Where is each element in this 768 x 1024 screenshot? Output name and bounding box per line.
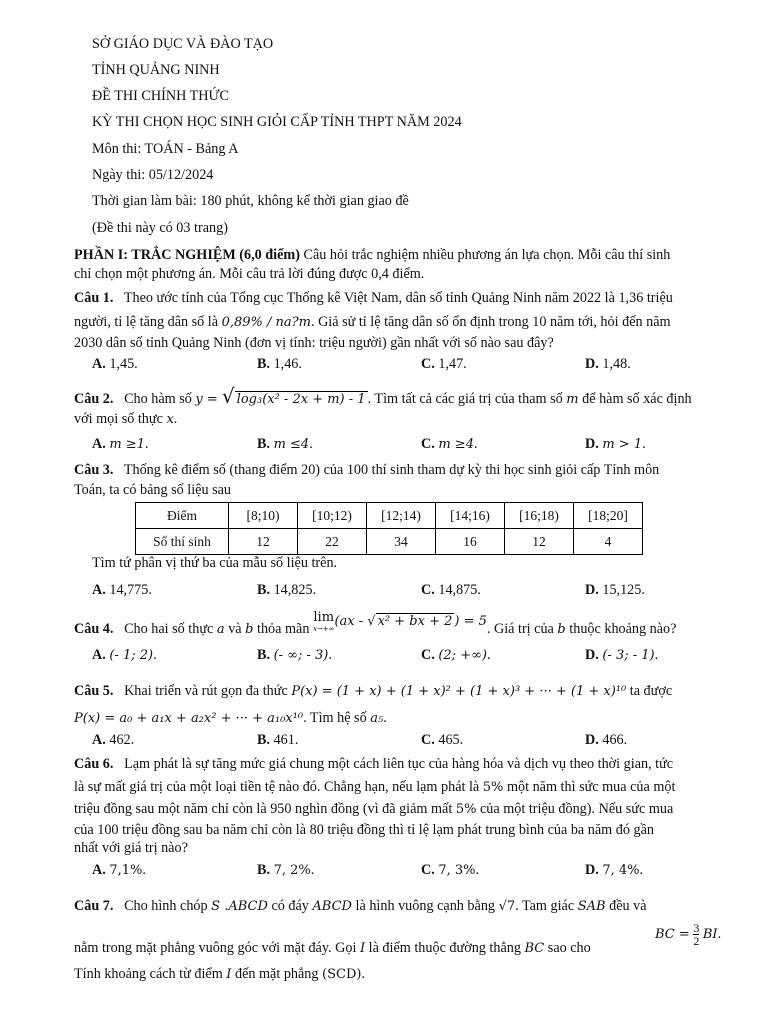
q4-line-1: Câu 4. Cho hai số thực a và b thỏa mãn lim x→+∞ (ax - √ x² + bx + 2 ) = 5. Giá trị của b thuộc khoảng nào? xyxy=(74,610,677,637)
q2-parameter: m xyxy=(566,392,579,407)
q1-label: Câu 1. xyxy=(74,290,114,306)
q5-option-d: D. 466. xyxy=(585,732,628,748)
q6-option-b: B. 7, 2%. xyxy=(257,862,315,878)
q4-option-b: B. (- ∞; - 3). xyxy=(257,647,332,663)
q1-option-c: C. 1,47. xyxy=(421,356,467,372)
exam-date: Ngày thi: 05/12/2024 xyxy=(92,167,214,183)
province-name: TỈNH QUẢNG NINH xyxy=(92,62,220,78)
q3-line-1: Câu 3. Thống kê điểm số (thang điểm 20) của 100 thí sinh tham dự kỳ thi học sinh giỏi cấp Tỉnh môn xyxy=(74,462,660,478)
part-1-intro-text-b: chỉ chọn một phương án. Mỗi câu trả lời đúng được 0,4 điểm. xyxy=(74,266,425,282)
q3-line-2: Toán, ta có bảng số liệu sau xyxy=(74,482,231,498)
q1-growth-rate: 0,89% / na?m xyxy=(221,315,311,330)
q2-label: Câu 2. xyxy=(74,391,114,407)
q5-option-c: C. 465. xyxy=(421,732,464,748)
q5-expansion: P(x) = a₀ + a₁x + a₂x² + ··· + a₁₀x¹⁰ xyxy=(74,711,304,726)
table-header-row: Điểm [8;10) [10;12) [12;14) [14;16) [16;18) [18;20] xyxy=(136,503,643,529)
q2-line-1: Câu 2. Cho hàm số y = √ log₃(x² - 2x + m) - 1 . Tìm tất cả các giá trị của tham số m để hàm số xác định xyxy=(74,384,692,408)
q5-option-b: B. 461. xyxy=(257,732,299,748)
table-row: Số thí sinh 12 22 34 16 12 4 xyxy=(136,529,643,555)
q6-option-c: C. 7, 3%. xyxy=(421,862,480,878)
q3-option-b: B. 14,825. xyxy=(257,582,317,598)
q3-option-c: C. 14,875. xyxy=(421,582,481,598)
q6-line-4: của 100 triệu đồng sau ba năm chỉ còn là 80 triệu đồng thì tỉ lệ lạm phát trung bình của ba năm đó gần xyxy=(74,822,654,838)
part-1-intro xyxy=(74,246,734,284)
q1-option-b: B. 1,46. xyxy=(257,356,302,372)
q2-option-c: C. m ≥4. xyxy=(421,436,478,452)
q7-line-2: nằm trong mặt phẳng vuông góc với mặt đáy. Gọi I là điểm thuộc đường thẳng BC sao cho xyxy=(74,940,591,956)
q4-option-c: C. (2; +∞). xyxy=(421,647,491,663)
q5-coefficient: a₅ xyxy=(370,711,384,726)
q5-polynomial: P(x) = (1 + x) + (1 + x)² + (1 + x)³ + ··· + (1 + x)¹⁰ xyxy=(291,684,627,699)
q1-line-3: 2030 dân số tỉnh Quảng Ninh (đơn vị tính: triệu người) gần nhất với số nào sau đây? xyxy=(74,335,554,351)
q6-line-2: là sự mất giá trị của một loại tiền tệ nào đó. Chẳng hạn, nếu lạm phát là 5% một năm thì sức mua của một xyxy=(74,779,676,795)
q4-option-a: A. (- 1; 2). xyxy=(92,647,157,663)
q3-option-a: A. 14,775. xyxy=(92,582,152,598)
q4-option-d: D. (- 3; - 1). xyxy=(585,647,659,663)
q1-option-d: D. 1,48. xyxy=(585,356,631,372)
q3-label: Câu 3. xyxy=(74,462,114,478)
q1-option-a: A. 1,45. xyxy=(92,356,138,372)
q2-option-d: D. m > 1. xyxy=(585,436,646,452)
q5-line-1: Câu 5. Khai triển và rút gọn đa thức P(x) = (1 + x) + (1 + x)² + (1 + x)³ + ··· + (1 + x)¹⁰ ta được xyxy=(74,683,673,699)
q2-option-b: B. m ≤4. xyxy=(257,436,313,452)
score-distribution-table xyxy=(135,502,643,555)
q1-line-2 xyxy=(74,314,734,331)
official-exam-label: ĐỀ THI CHÍNH THỨC xyxy=(92,88,229,104)
q1-text-b2: . Giả sử tỉ lệ tăng dân số ổn định trong 10 năm tới, hỏi đến năm xyxy=(310,314,671,330)
q6-line-5: nhất với giá trị nào? xyxy=(74,840,188,856)
q2-option-a: A. m ≥1. xyxy=(92,436,149,452)
q2-function: y = √ log₃(x² - 2x + m) - 1 xyxy=(195,384,366,408)
part-1-intro-text-a: Câu hỏi trắc nghiệm nhiều phương án lựa chọn. Mỗi câu thí sinh xyxy=(299,247,671,263)
q6-label: Câu 6. xyxy=(74,756,114,772)
q5-line-2: P(x) = a₀ + a₁x + a₂x² + ··· + a₁₀x¹⁰. Tìm hệ số a₅. xyxy=(74,710,387,726)
q7-ratio: BC = $\frac{3}{2}$ BI. xyxy=(655,921,722,948)
q4-label: Câu 4. xyxy=(74,621,114,637)
q7-line-3: Tính khoảng cách từ điểm I đến mặt phẳng (SCD). xyxy=(74,966,366,982)
q1-text-a: Theo ước tính của Tổng cục Thống kê Việt Nam, dân số tỉnh Quảng Ninh năm 2022 là 1,36 triệu xyxy=(123,290,673,306)
part-1-title: PHẦN I: TRẮC NGHIỆM (6,0 điểm) xyxy=(74,247,300,263)
q4-limit: lim x→+∞ (ax - √ x² + bx + 2 ) = 5 xyxy=(312,610,487,633)
q3-question: Tìm tứ phân vị thứ ba của mẫu số liệu trên. xyxy=(92,555,338,571)
q2-variable: x xyxy=(166,412,174,427)
q6-option-a: A. 7,1%. xyxy=(92,862,146,878)
department-name: SỞ GIÁO DỤC VÀ ĐÀO TẠO xyxy=(92,36,274,52)
q7-line-1: Câu 7. Cho hình chóp S .ABCD có đáy ABCD là hình vuông cạnh bằng √7. Tam giác SAB đều và xyxy=(74,898,647,914)
exam-duration: Thời gian làm bài: 180 phút, không kể thời gian giao đề xyxy=(92,193,409,209)
exam-title: KỲ THI CHỌN HỌC SINH GIỎI CẤP TỈNH THPT NĂM 2024 xyxy=(92,114,462,130)
subject-line: Môn thi: TOÁN - Bảng A xyxy=(92,141,239,157)
q6-line-1: Câu 6. Lạm phát là sự tăng mức giá chung một cách liên tục của hàng hóa và dịch vụ theo thời gian, tức xyxy=(74,756,674,772)
q5-option-a: A. 462. xyxy=(92,732,135,748)
q1-text-b1: người, tỉ lệ tăng dân số là xyxy=(74,314,222,330)
page-count-note: (Đề thi này có 03 trang) xyxy=(92,220,228,236)
q7-label: Câu 7. xyxy=(74,898,114,914)
q6-option-d: D. 7, 4%. xyxy=(585,862,644,878)
q5-label: Câu 5. xyxy=(74,683,114,699)
q2-line-2: với mọi số thực x. xyxy=(74,411,178,427)
q1-line-1 xyxy=(74,290,734,307)
q3-option-d: D. 15,125. xyxy=(585,582,645,598)
q6-line-3: triệu đồng sau một năm chỉ còn là 950 nghìn đồng (vì đã giảm mất 5% của một triệu đồng). Nếu sức mua xyxy=(74,801,674,817)
